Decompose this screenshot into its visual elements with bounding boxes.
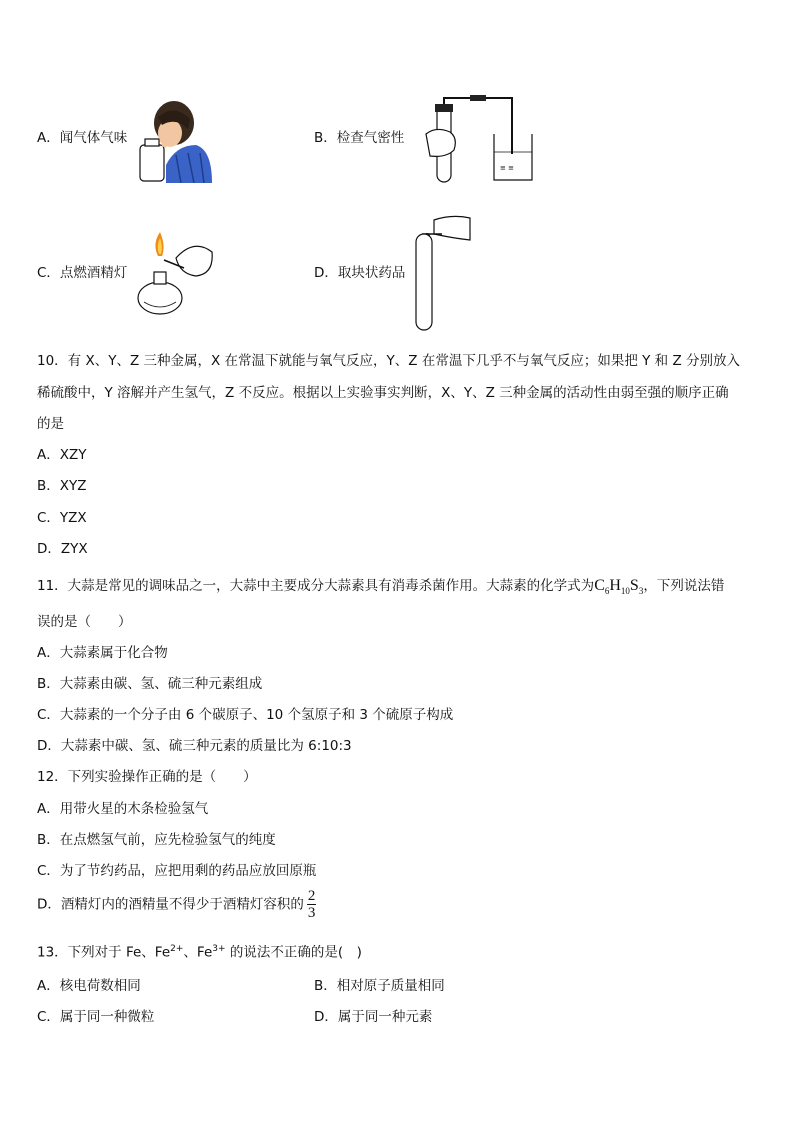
q11-option-d: D．大蒜素中碳、氢、硫三种元素的质量比为 6:10:3 [37, 738, 352, 754]
q13-stem: 13．下列对于 Fe、$Fe^{2+}$、$Fe^{3+}$ 的说法不正确的是( ) [37, 944, 362, 961]
q12-stem: 12．下列实验操作正确的是（ ） [37, 769, 257, 785]
take-solid-reagent-illustration [412, 212, 474, 332]
q11-stem-line2: 误的是（ ） [37, 614, 132, 630]
q10-stem-line1: 10．有 X、Y、Z 三种金属，X 在常温下就能与氧气反应，Y、Z 在常温下几乎不与氧气反应；如果把 Y 和 Z 分别放入 [37, 353, 740, 369]
q12-option-d-text: D．酒精灯内的酒精量不得少于酒精灯容积的 [37, 896, 304, 913]
smell-gas-illustration [136, 95, 212, 183]
q10-option-b: B．XYZ [37, 478, 87, 494]
q11-stem-prefix: 11．大蒜是常见的调味品之一，大蒜中主要成分大蒜素具有消毒杀菌作用。大蒜素的化学式为 [37, 578, 595, 594]
chemical-formula: $C_6H_{10}S_3$ [594, 577, 644, 597]
q9-option-c: C．点燃酒精灯 [37, 265, 128, 281]
q11-stem-suffix: ，下列说法错 [643, 578, 725, 594]
q12-option-d [37, 888, 316, 921]
q11-option-a: A．大蒜素属于化合物 [37, 645, 168, 661]
q10-option-c: C．YZX [37, 510, 87, 526]
q13-option-b: B．相对原子质量相同 [314, 978, 445, 994]
svg-text:≡ ≡: ≡ ≡ [500, 164, 514, 172]
lighting-alcohol-lamp-illustration [136, 228, 216, 320]
q10-stem-line2: 稀硫酸中，Y 溶解并产生氢气，Z 不反应。根据以上实验事实判断，X、Y、Z 三种金属的活动性由弱至强的顺序正确 [37, 385, 729, 401]
q10-option-d: D．ZYX [37, 541, 88, 557]
q12-option-a: A．用带火星的木条检验氢气 [37, 801, 209, 817]
q10-option-a: A．XZY [37, 447, 87, 463]
q9-option-b: B．检查气密性 [314, 130, 405, 146]
q13-option-a: A．核电荷数相同 [37, 978, 141, 994]
q12-option-c: C．为了节约药品，应把用剩的药品应放回原瓶 [37, 863, 317, 879]
q13-option-c: C．属于同一种微粒 [37, 1009, 155, 1025]
q12-option-b: B．在点燃氢气前，应先检验氢气的纯度 [37, 832, 276, 848]
q9-option-a: A．闻气体气味 [37, 130, 128, 146]
q10-stem-line3: 的是 [37, 416, 64, 432]
airtightness-check-illustration [420, 94, 535, 186]
q9-option-d: D．取块状药品 [314, 265, 406, 281]
q13-option-d: D．属于同一种元素 [314, 1009, 433, 1025]
q11-option-c: C．大蒜素的一个分子由 6 个碳原子、10 个氢原子和 3 个硫原子构成 [37, 707, 454, 723]
fraction-two-thirds: $\frac{2}{3}$ [307, 888, 316, 921]
q11-option-b: B．大蒜素由碳、氢、硫三种元素组成 [37, 676, 263, 692]
q11-stem-line1 [37, 576, 724, 601]
